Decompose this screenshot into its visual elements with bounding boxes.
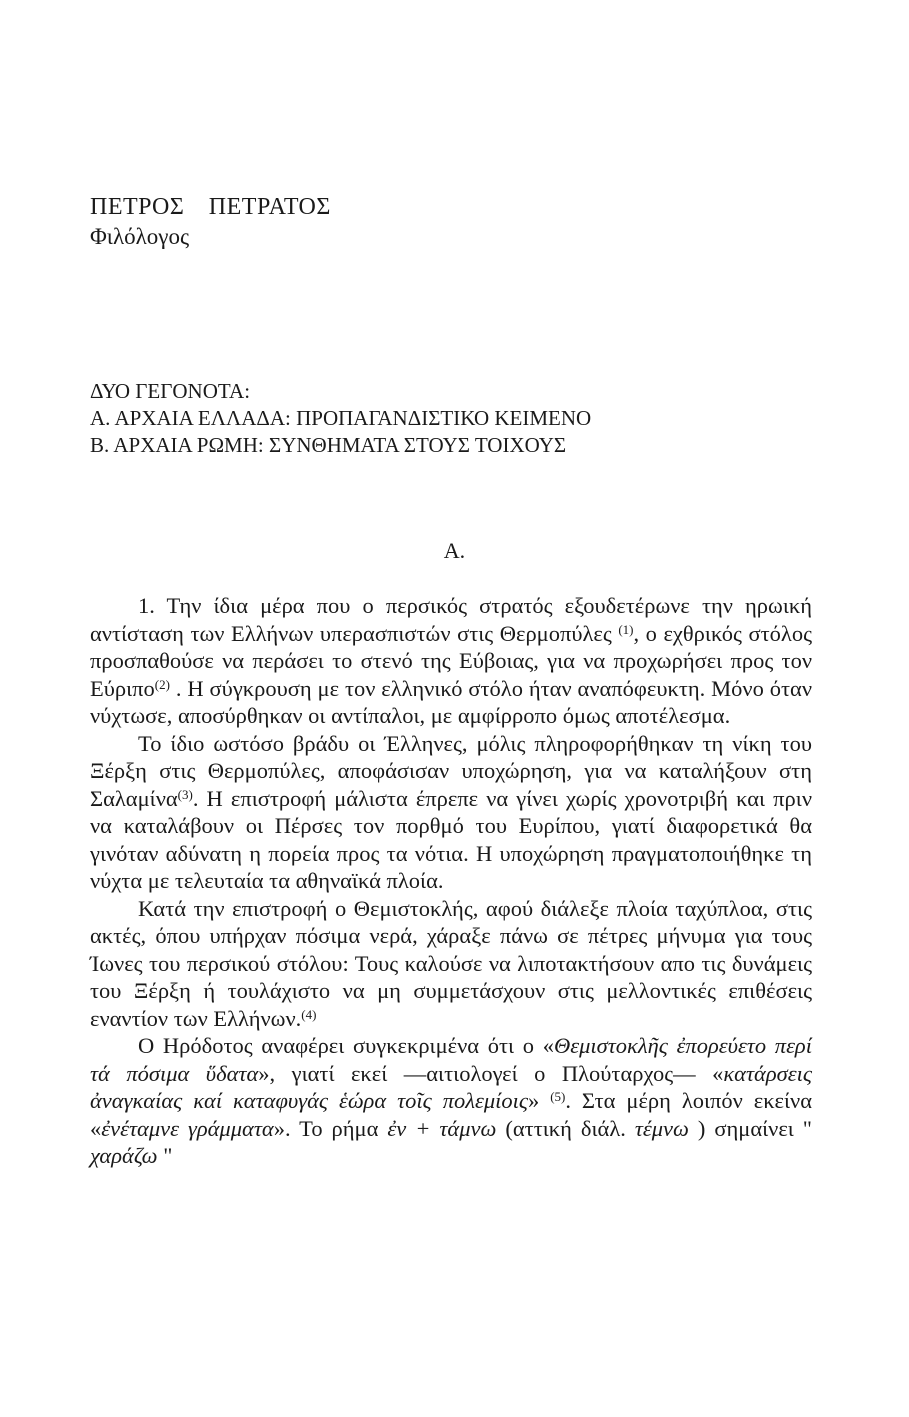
paragraph-4-quote-3: ἐνέταμνε γράμματα <box>101 1115 274 1141</box>
paragraph-4-text-7: ) σημαίνει " <box>688 1115 812 1141</box>
paragraph-1 <box>90 592 812 730</box>
paragraph-4-text-3: » <box>528 1088 551 1113</box>
footnote-ref-3: (3) <box>177 786 193 802</box>
author-block <box>90 192 331 252</box>
paragraph-1-text-3: . Η σύγκρουση με τον ελληνικό στόλο ήταν αναπόφευκτη. Μόνο όταν νύχτωσε, αποσύρθηκαν οι αντίπαλοι, με αμφίρροπο όμως αποτέλεσμα. <box>90 675 812 728</box>
article-titles <box>90 378 591 459</box>
paragraph-4-text-2: », γιατί εκεί —αιτιολογεί ο Πλούταρχος— « <box>258 1060 724 1086</box>
paragraph-2 <box>90 730 812 895</box>
paragraph-4-text-5: ». Το ρήμα <box>273 1115 388 1141</box>
paragraph-4-text-8: " <box>157 1143 173 1168</box>
footnote-ref-2: (2) <box>154 676 170 692</box>
paragraph-1-text-2: , ο εχθρικός στόλος προσπαθούσε να περάσει το στενό της Εύβοιας, για να προχωρήσει προς τον Εύριπο <box>90 620 812 701</box>
paragraph-4-term-2: τέμνω <box>634 1115 689 1141</box>
title-line-a: Α. ΑΡΧΑΙΑ ΕΛΛΑΔΑ: ΠΡΟΠΑΓΑΝΔΙΣΤΙΚΟ ΚΕΙΜΕΝΟ <box>90 406 592 430</box>
paragraph-4-text-6: (αττική διάλ. <box>496 1115 635 1141</box>
paragraph-4-quote-2: κατάρσεις ἀναγκαίας καί καταφυγάς ἑώρα τοῖς πολεμίοις <box>90 1060 812 1113</box>
paragraph-2-text-2: . Η επιστροφή μάλιστα έπρεπε να γίνει χωρίς χρονοτριβή και πριν να καταλάβουν οι Πέρσες τον πορθμό του Ευρίπου, γιατί διαφορετικά θα γινόταν αδύνατη η πορεία προς τα νότια. Η υποχώρηση πραγματοποιήθηκε τη νύχτα με τελευταία τα αθηναϊκά πλοία. <box>90 785 812 893</box>
footnote-ref-5: (5) <box>550 1089 566 1104</box>
paragraph-4 <box>90 1032 812 1170</box>
paragraph-1-text-1: 1. Την ίδια μέρα που ο περσικός στρατός εξουδετέρωνε την ηρωική αντίσταση των Ελλήνων υπερασπιστών στις Θερμοπύλες <box>90 593 812 646</box>
paragraph-2-text-1: Το ίδιο ωστόσο βράδυ οι Έλληνες, μόλις πληροφορήθηκαν τη νίκη του Ξέρξη στις Θερμοπύλες, αποφάσισαν υποχώρηση, για να καταλήξουν στη Σαλαμίνα <box>90 730 812 811</box>
paragraph-4-quote-1: Θεμιστοκλῆς ἐπορεύετο περί τά πόσιμα ὕδατα <box>90 1033 812 1086</box>
title-line-b: Β. ΑΡΧΑΙΑ ΡΩΜΗ: ΣΥΝΘΗΜΑΤΑ ΣΤΟΥΣ ΤΟΙΧΟΥΣ <box>90 433 567 457</box>
author-role: Φιλόλογος <box>90 224 190 249</box>
paragraph-4-term-1: ἐν + τάμνω <box>387 1115 497 1141</box>
paragraph-4-text-4: . Στα μέρη λοιπόν εκείνα « <box>90 1088 812 1141</box>
title-line-main: ΔΥΟ ΓΕΓΟΝΟΤΑ: <box>90 379 251 403</box>
section-heading: Α. <box>443 538 466 563</box>
footnote-ref-4: (4) <box>301 1006 317 1022</box>
paragraph-4-term-3: χαράζω <box>90 1143 158 1168</box>
footnote-ref-1: (1) <box>618 621 634 637</box>
paragraph-3-text-1: Κατά την επιστροφή ο Θεμιστοκλής, αφού διάλεξε πλοία ταχύπλοα, στις ακτές, όπου υπήρχαν πόσιμα νερά, χάραξε πάνω σε πέτρες μήνυμα για τους Ίωνες του περσικού στόλου: Τους καλούσε να λιποτακτήσουν απο τις δυνάμεις του Ξέρξη ή τουλάχιστο να μη συμμετάσχουν στις μελλοντικές επιθέσεις εναντίον των Ελλήνων. <box>90 895 812 1031</box>
paragraph-3 <box>90 895 812 1033</box>
paragraph-4-text-1: Ο Ηρόδοτος αναφέρει συγκεκριμένα ότι ο « <box>138 1033 554 1058</box>
article-body <box>90 592 812 1170</box>
author-name: ΠΕΤΡΟΣ ΠΕΤΡΑΤΟΣ <box>90 194 331 220</box>
